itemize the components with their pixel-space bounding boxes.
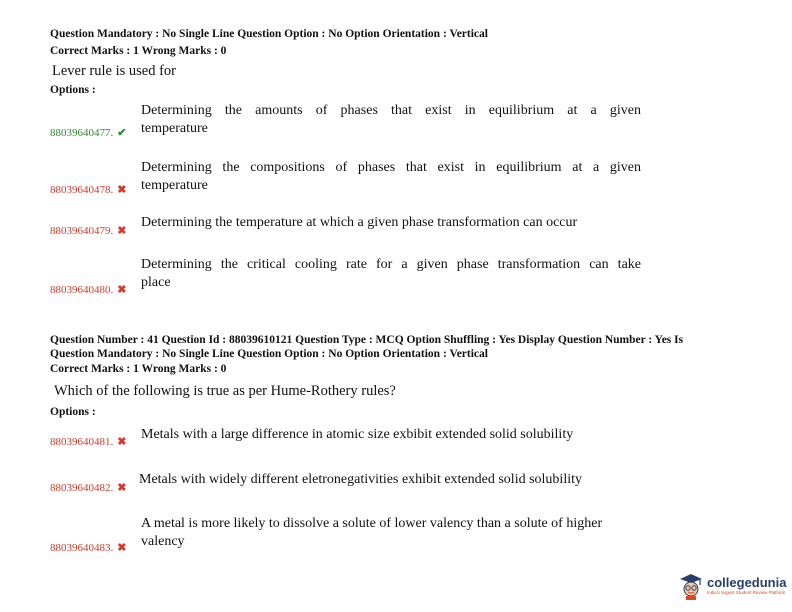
option-text-7: A metal is more likely to dissolve a solute of lower valency than a solute of higher valency xyxy=(141,516,603,549)
graduate-mascot-icon xyxy=(678,572,704,600)
option-id-7: 88039640483. ✖ xyxy=(50,541,127,554)
option-text-1: Determining the amounts of phases that exist in equilibrium at a given temperature xyxy=(141,103,641,136)
cross-icon: ✖ xyxy=(117,436,127,448)
cross-icon: ✖ xyxy=(117,225,127,237)
option-id-4: 88039640480. ✖ xyxy=(50,283,127,296)
options-label: Options : xyxy=(50,406,96,418)
question-meta-line: Question Mandatory : No Single Line Question Option : No Option Orientation : Vertical xyxy=(50,28,488,40)
cross-icon: ✖ xyxy=(117,284,127,296)
option-text-2: Determining the compositions of phases that exist in equilibrium at a given temperature xyxy=(141,160,641,193)
marks-line: Correct Marks : 1 Wrong Marks : 0 xyxy=(50,45,227,57)
option-id-1: 88039640477. ✔ xyxy=(50,126,127,139)
option-id-3: 88039640479. ✖ xyxy=(50,224,127,237)
check-icon: ✔ xyxy=(117,127,127,139)
question-text: Which of the following is true as per Hume-Rothery rules? xyxy=(54,383,396,399)
option-id-5: 88039640481. ✖ xyxy=(50,435,127,448)
option-text-4: Determining the critical cooling rate for a given phase transformation can take place xyxy=(141,257,641,290)
option-text-5: Metals with a large difference in atomic size exbibit extended solid solubility xyxy=(141,427,574,442)
question-text: Lever rule is used for xyxy=(52,63,177,79)
cross-icon: ✖ xyxy=(117,482,127,494)
question-meta-line: Question Mandatory : No Single Line Question Option : No Option Orientation : Vertical xyxy=(50,348,488,360)
option-text-6: Metals with widely different eletronegativities exhibit extended solid solubility xyxy=(139,472,582,487)
options-label: Options : xyxy=(50,84,96,96)
option-id-6: 88039640482. ✖ xyxy=(50,481,127,494)
option-text-3: Determining the temperature at which a given phase transformation can occur xyxy=(141,215,578,230)
cross-icon: ✖ xyxy=(117,184,127,196)
brand-tagline: India's largest Student Review Platform xyxy=(707,590,786,595)
collegedunia-logo xyxy=(678,572,786,600)
marks-line: Correct Marks : 1 Wrong Marks : 0 xyxy=(50,363,227,375)
brand-name: collegedunia xyxy=(707,575,787,590)
question-header-line: Question Number : 41 Question Id : 88039610121 Question Type : MCQ Option Shuffling : Yes Display Question Number : Yes Is xyxy=(50,334,684,346)
option-id-2: 88039640478. ✖ xyxy=(50,183,127,196)
cross-icon: ✖ xyxy=(117,542,127,554)
